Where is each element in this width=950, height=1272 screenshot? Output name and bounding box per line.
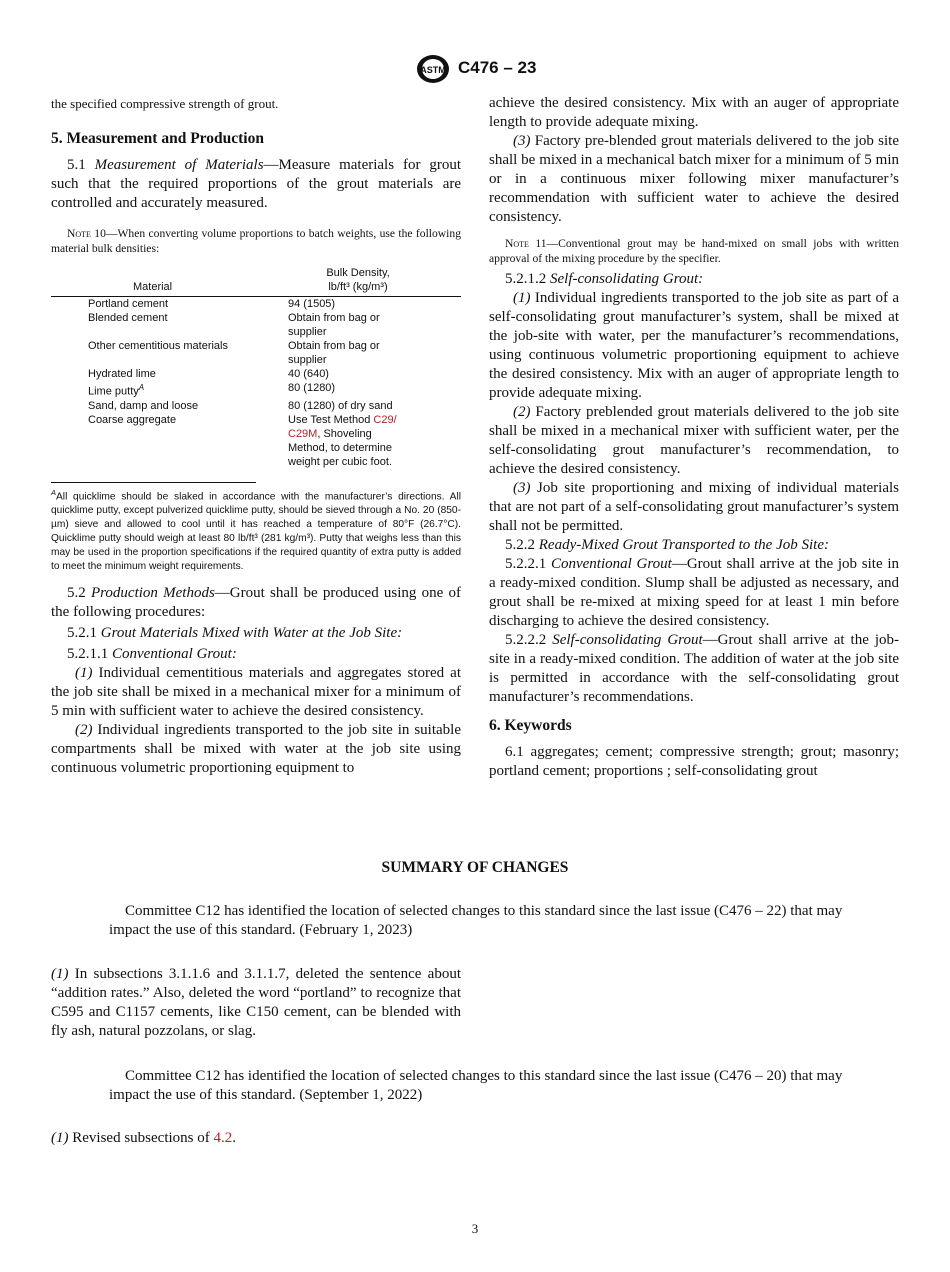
note-10: Note 10—When converting volume proportions to batch weights, use the following material bulk densities: <box>51 227 461 255</box>
item-1: (1) Individual cementitious materials and aggregates stored at the job site shall be mixed in a mechanical mixer for a minimum of 5 min with sufficient water to achieve the desired consistency. <box>51 665 461 720</box>
svg-text:ASTM: ASTM <box>420 65 446 75</box>
section-5-2: 5.2 Production Methods—Grout shall be produced using one of the following procedures: <box>51 585 462 621</box>
summary-title: SUMMARY OF CHANGES <box>381 859 569 876</box>
astm-logo-icon <box>415 54 451 84</box>
item-3: (3) Factory pre-blended grout materials delivered to the job site shall be mixed in a mechanical batch mixer for a minimum of 5 min or in a continuous mixer following mixer manufacturer’s recommendation with sufficient water to achieve the desired consistency. <box>489 133 899 225</box>
summary-item-1: (1) In subsections 3.1.1.6 and 3.1.1.7, deleted the sentence about “addition rates.” Also, deleted the word “portland” to recognize that C595 and C1157 cements, like C150 cement, can be blended with fly ash, natural pozzolans, or slag. <box>51 966 461 1039</box>
summary-block-1: Committee C12 has identified the location of selected changes to this standard since the last issue (C476 – 22) that may impact the use of this standard. (February 1, 2023) <box>109 903 843 938</box>
table-footnote: $^A$All quicklime should be slaked in accordance with the manufacturer’s directions. All quicklime putty, except pulverized quicklime putty, should be sieved through a No. 20 (850-µm) sieve and allowed to cool until it has reached a temperature of 80°F (26.7°C). Quicklime putty should weigh at least 80 lb/ft³ (281 kg/m³). Putty that weighs less than this may be used in the proportion specifications if the required quantity of extra putty is added to meet the minimum weight requirements. <box>51 487 461 573</box>
page-number: 3 <box>471 1221 479 1236</box>
table-row: Sand, damp and loose 80 (1280) of dry sand <box>88 399 393 412</box>
table-row: Portland cement 94 (1505) <box>88 298 336 310</box>
section-5-2-1-2: 5.2.1.2 Self-consolidating Grout: <box>505 271 704 287</box>
section-5-2-1: 5.2.1 Grout Materials Mixed with Water at the Job Site: <box>67 625 403 642</box>
note-11: Note 11—Conventional grout may be hand-mixed on small jobs with written approval of the mixing procedure by the specifier. <box>489 237 899 265</box>
section-5-1: 5.1 Measurement of Materials—Measure materials for grout such that the required proportions of the grout materials are controlled and accurately measured. <box>51 157 462 211</box>
left-column <box>51 94 461 778</box>
page-header <box>0 54 950 86</box>
section-6-heading: 6. Keywords <box>489 717 572 734</box>
section-5-heading: 5. Measurement and Production <box>51 130 264 147</box>
section-5-2-2: 5.2.2 Ready-Mixed Grout Transported to the Job Site: <box>505 537 829 553</box>
table-row: Coarse aggregate Use Test Method C29/ C29M, Shoveling Method, to determine weight per cubic foot. <box>88 413 397 468</box>
paragraph-continuation: achieve the desired consistency. Mix with an auger of appropriate length to provide adequate mixing. <box>489 95 899 130</box>
footnote-rule <box>51 482 256 483</box>
subsection-4-2-link[interactable]: 4.2 <box>213 1130 233 1146</box>
table-row: Lime putty$^A$ 80 (1280) <box>88 382 336 398</box>
sc-item-2: (2) Factory preblended grout materials delivered to the job site shall be mixed in a mechanical mixer with sufficient water, per the self-consolidating grout manufacturer’s recommendation, to achieve the desired consistency. <box>489 404 899 477</box>
sc-item-3: (3) Job site proportioning and mixing of individual materials that are not part of a self-consolidating grout manufacturer’s system shall not be permitted. <box>489 480 899 534</box>
summary-block-2: Committee C12 has identified the location of selected changes to this standard since the last issue (C476 – 20) that may impact the use of this standard. (September 1, 2022) <box>109 1068 843 1103</box>
sc-item-1: (1) Individual ingredients transported to the job site as part of a self-consolidating grout manufacturer’s system, shall be mixed at the job-site with water, per the manufacturer’s recommendations, using continuous volumetric proportioning equipment to achieve the desired consistency. Mix with an auger of appropriate length to provide adequate mixing. <box>489 290 899 401</box>
item-2: (2) Individual ingredients transported to the job site in suitable compartments shall be mixed with water at the job site using continuous volumetric proportioning equipment to <box>51 722 461 777</box>
table-row: Other cementitious materials Obtain from bag or supplier <box>88 340 380 366</box>
paragraph-continuation: the specified compressive strength of grout. <box>51 96 279 111</box>
table-row: Hydrated lime 40 (640) <box>88 368 329 380</box>
standard-designation: C476 – 23 <box>458 58 537 77</box>
right-column <box>489 94 899 781</box>
table-header <box>51 260 461 297</box>
bulk-density-table <box>51 260 461 472</box>
summary-item-2: (1) Revised subsections of 4.2. <box>51 1130 236 1146</box>
section-5-2-2-2: 5.2.2.2 Self-consolidating Grout—Grout shall arrive at the job-site in a ready-mixed condition. The addition of water at the job site is permitted in accordance with the self-consolidating grout manufacturer’s recommendations. <box>489 632 899 705</box>
section-5-2-1-1: 5.2.1.1 Conventional Grout: <box>67 646 237 663</box>
col-density: Bulk Density, lb/ft³ (kg/m³) <box>326 267 390 293</box>
table-row: Blended cement Obtain from bag or supplier <box>88 312 380 338</box>
col-material: Material <box>133 281 173 293</box>
section-5-2-2-1: 5.2.2.1 Conventional Grout—Grout shall arrive at the job site in a ready-mixed condition. Slump shall be adjusted as necessary, and grout shall be re-mixed at mixing speed for at least 1 min before discharging to achieve the desired consistency. <box>489 556 899 629</box>
section-6-1: 6.1 aggregates; cement; compressive strength; grout; masonry; portland cement; proportions ; self-consolidating grout <box>489 744 899 779</box>
c29-link[interactable]: C29/ C29M <box>288 413 397 440</box>
